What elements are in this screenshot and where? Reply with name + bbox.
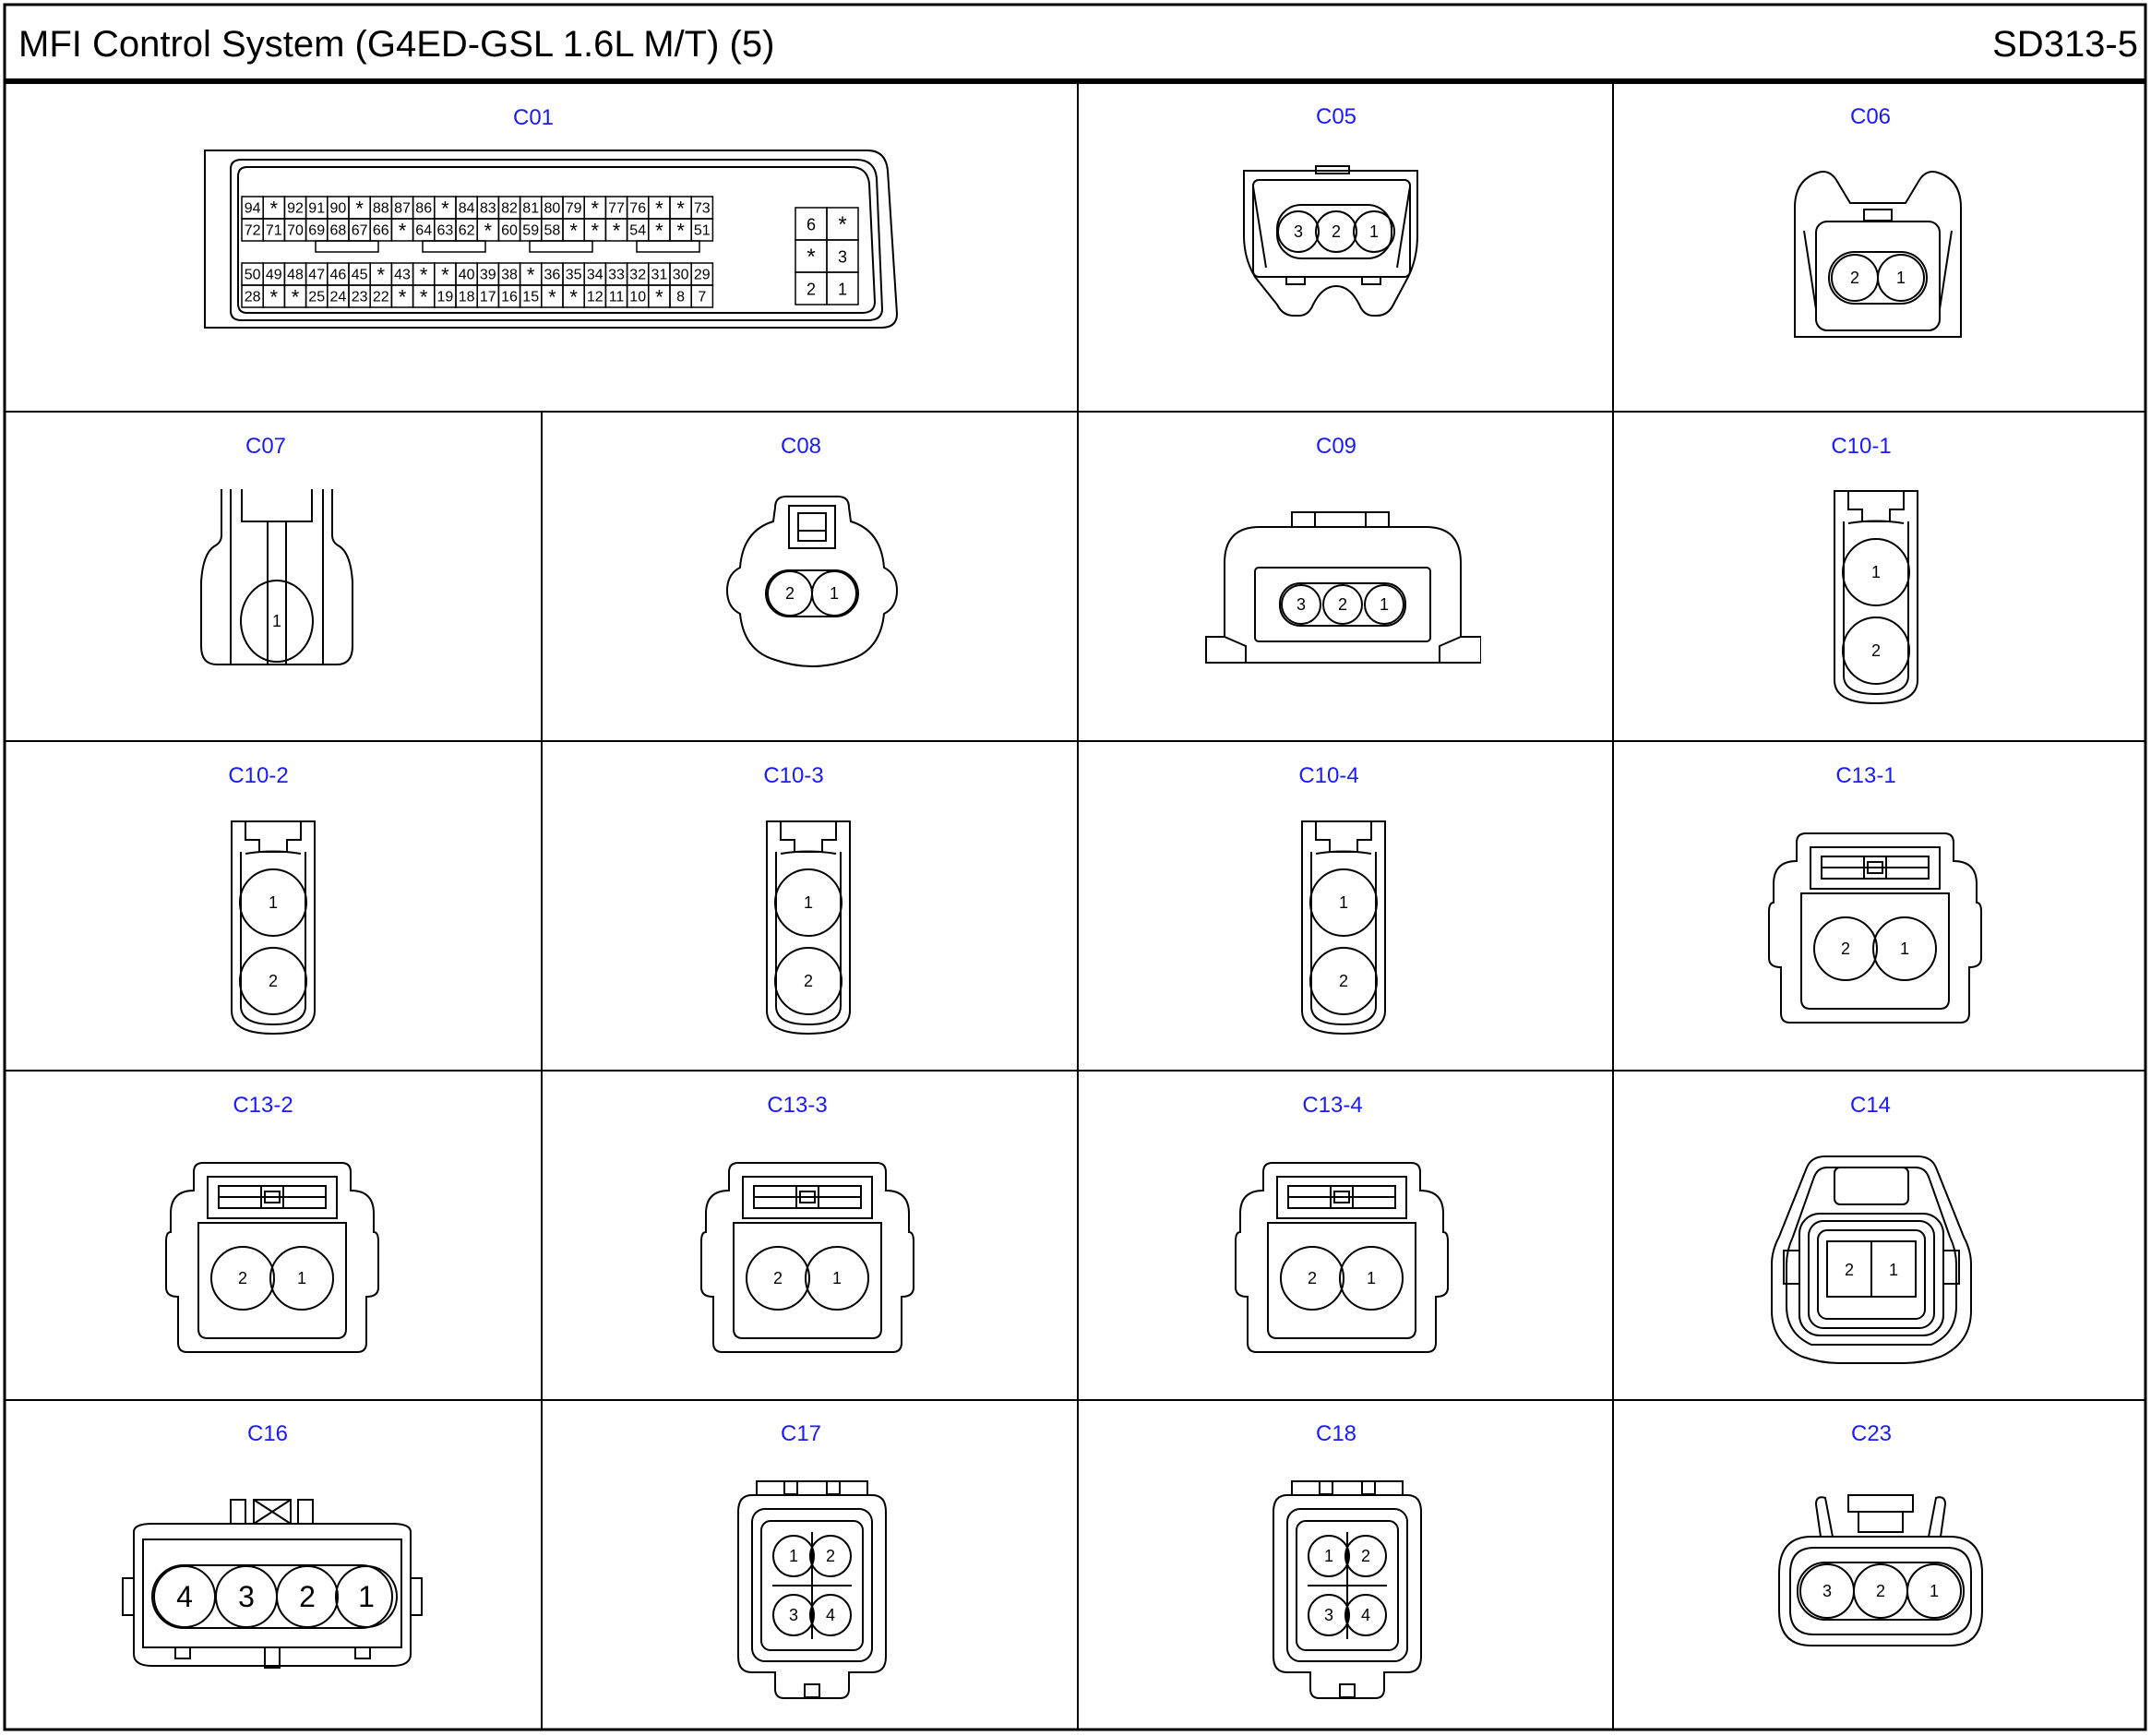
pin-number: 50 bbox=[244, 267, 261, 283]
pin-number: * bbox=[655, 197, 663, 221]
pin-number: 47 bbox=[308, 267, 326, 283]
housing-outline bbox=[1362, 1481, 1375, 1494]
pin-number: 82 bbox=[501, 200, 518, 217]
pin-number: * bbox=[441, 197, 449, 221]
pin-number: 71 bbox=[265, 222, 282, 239]
pin-number: 46 bbox=[329, 267, 347, 283]
pin-number: 62 bbox=[458, 222, 475, 239]
pin-number: 2 bbox=[1875, 1582, 1886, 1600]
housing-outline bbox=[355, 1647, 370, 1658]
connector-label-c10-4: C10-4 bbox=[1298, 763, 1359, 788]
housing-outline bbox=[201, 489, 353, 664]
pin-number: 86 bbox=[415, 200, 433, 217]
pin-number: 17 bbox=[479, 289, 496, 305]
pin-number: * bbox=[419, 285, 428, 309]
pin-number: 38 bbox=[501, 267, 518, 283]
housing-outline bbox=[1804, 231, 1816, 309]
pin-number: * bbox=[376, 263, 386, 287]
pin-number: 79 bbox=[565, 200, 582, 217]
pin-number: * bbox=[398, 285, 407, 309]
housing-outline bbox=[827, 1481, 840, 1494]
pin-number: * bbox=[655, 285, 663, 309]
page-code: SD313-5 bbox=[1992, 24, 2138, 65]
connector-label-c06: C06 bbox=[1849, 104, 1892, 129]
housing-outline bbox=[242, 489, 312, 521]
pin-number: 4 bbox=[825, 1606, 836, 1624]
housing-outline bbox=[245, 821, 301, 852]
housing-outline bbox=[734, 1223, 881, 1338]
keying-rib bbox=[530, 241, 592, 252]
pin-number: 4 bbox=[1360, 1606, 1371, 1624]
pin-number: 30 bbox=[672, 267, 689, 283]
connector-c01-diagram bbox=[194, 143, 914, 346]
housing-outline bbox=[1268, 1223, 1416, 1338]
pin-number: 3 bbox=[1296, 595, 1307, 614]
housing-outline bbox=[298, 1500, 313, 1524]
pin-number: 1 bbox=[837, 280, 848, 299]
pin-number: 84 bbox=[458, 200, 475, 217]
housing-outline bbox=[1801, 893, 1949, 1009]
housing-outline bbox=[798, 513, 826, 541]
pin-number: * bbox=[419, 263, 428, 287]
pin-number: 51 bbox=[693, 222, 711, 239]
pin-number: 3 bbox=[837, 247, 848, 267]
connector-label-c05: C05 bbox=[1315, 104, 1357, 129]
pin-number: 77 bbox=[608, 200, 625, 217]
housing-outline bbox=[1292, 512, 1389, 527]
pin-number: 18 bbox=[458, 289, 475, 305]
pin-number: 1 bbox=[803, 893, 814, 912]
pin-number: 29 bbox=[693, 267, 711, 283]
page-title: MFI Control System (G4ED-GSL 1.6L M/T) (5) bbox=[18, 24, 775, 65]
connector-label-c07: C07 bbox=[245, 434, 287, 459]
pin-number: 54 bbox=[629, 222, 647, 239]
pin-number: 1 bbox=[1338, 893, 1349, 912]
connector-label-c01: C01 bbox=[512, 105, 555, 130]
pin-number: 2 bbox=[1337, 595, 1348, 614]
pin-number: * bbox=[838, 212, 847, 237]
pin-number: 2 bbox=[1844, 1261, 1855, 1279]
pin-number: * bbox=[612, 219, 621, 243]
connector-label-c13-3: C13-3 bbox=[767, 1093, 828, 1118]
pin-number: 2 bbox=[1360, 1547, 1371, 1565]
connector-c07-diagram bbox=[185, 489, 369, 692]
housing-outline bbox=[1929, 1497, 1945, 1537]
pin-number: 90 bbox=[329, 200, 347, 217]
pin-number: 1 bbox=[1870, 563, 1882, 581]
pin-number: 2 bbox=[1849, 269, 1860, 287]
housing-outline bbox=[1858, 1512, 1903, 1532]
pin-number: 83 bbox=[479, 200, 496, 217]
connector-c08-diagram bbox=[701, 489, 923, 692]
connector-label-c17: C17 bbox=[780, 1421, 822, 1446]
pin-number: * bbox=[548, 285, 556, 309]
connector-label-c13-4: C13-4 bbox=[1302, 1093, 1363, 1118]
pin-number: * bbox=[484, 219, 493, 243]
pin-number: 43 bbox=[394, 267, 411, 283]
housing-outline bbox=[1848, 1495, 1913, 1512]
pin-number: 58 bbox=[544, 222, 561, 239]
housing-outline bbox=[232, 821, 315, 1034]
pin-number: * bbox=[655, 219, 663, 243]
pin-number: * bbox=[441, 263, 449, 287]
pin-number: 6 bbox=[806, 215, 817, 234]
connector-c10-4-diagram bbox=[1279, 817, 1408, 1038]
pin-number: 2 bbox=[1840, 940, 1851, 958]
housing-outline bbox=[1302, 821, 1385, 1034]
pin-number: * bbox=[355, 197, 364, 221]
pin-number: * bbox=[526, 263, 535, 287]
pin-number: 24 bbox=[329, 289, 347, 305]
housing-outline bbox=[123, 1578, 134, 1615]
pin-number: 22 bbox=[372, 289, 389, 305]
pin-number: 45 bbox=[351, 267, 368, 283]
housing-outline bbox=[1864, 210, 1892, 221]
pin-number: 2 bbox=[268, 972, 279, 990]
connector-c14-diagram bbox=[1761, 1149, 1982, 1371]
pin-number: 1 bbox=[271, 612, 282, 630]
connector-c18-diagram bbox=[1255, 1467, 1440, 1707]
pin-number: 1 bbox=[1929, 1582, 1940, 1600]
pin-number: 68 bbox=[329, 222, 347, 239]
pin-number: 16 bbox=[501, 289, 518, 305]
pin-number: 39 bbox=[479, 267, 496, 283]
pin-number: 1 bbox=[788, 1547, 799, 1565]
connector-label-c13-1: C13-1 bbox=[1835, 763, 1896, 788]
housing-outline bbox=[411, 1578, 422, 1615]
keying-rib bbox=[423, 241, 485, 252]
connector-label-c13-2: C13-2 bbox=[233, 1093, 293, 1118]
connector-c06-diagram bbox=[1763, 152, 1984, 355]
connector-c13-4-diagram bbox=[1231, 1158, 1452, 1361]
pin-number: 60 bbox=[501, 222, 518, 239]
pin-number: 3 bbox=[1822, 1582, 1833, 1600]
pin-number: 2 bbox=[772, 1269, 783, 1287]
connector-label-c10-1: C10-1 bbox=[1831, 434, 1892, 459]
housing-outline bbox=[1834, 491, 1918, 703]
pin-number: 25 bbox=[308, 289, 326, 305]
pin-number: 63 bbox=[436, 222, 454, 239]
pin-number: 2 bbox=[1338, 972, 1349, 990]
connector-label-c08: C08 bbox=[780, 434, 822, 459]
pin-number: 1 bbox=[1379, 595, 1390, 614]
pin-number: 2 bbox=[237, 1269, 248, 1287]
connector-c13-1-diagram bbox=[1764, 829, 1986, 1032]
keying-rib bbox=[637, 241, 699, 252]
pin-number: 33 bbox=[608, 267, 625, 283]
connector-c17-diagram bbox=[720, 1467, 904, 1707]
housing-outline bbox=[231, 1500, 245, 1524]
connector-c05-diagram bbox=[1198, 148, 1475, 351]
connector-label-c16: C16 bbox=[246, 1421, 289, 1446]
pin-number: 12 bbox=[586, 289, 603, 305]
pin-number: 87 bbox=[394, 200, 411, 217]
connector-label-c10-2: C10-2 bbox=[228, 763, 289, 788]
housing-outline bbox=[757, 1481, 867, 1495]
housing-outline bbox=[198, 1223, 346, 1338]
pin-number: 48 bbox=[287, 267, 304, 283]
housing-outline bbox=[767, 821, 850, 1034]
pin-number: 8 bbox=[676, 289, 686, 305]
pin-number: 31 bbox=[651, 267, 668, 283]
housing-outline bbox=[1795, 172, 1961, 337]
pin-number: 91 bbox=[308, 200, 326, 217]
pin-number: 2 bbox=[1870, 641, 1882, 660]
pin-number: 1 bbox=[1368, 222, 1380, 241]
pin-number: 73 bbox=[693, 200, 711, 217]
pin-number: 1 bbox=[829, 584, 840, 603]
pin-number: * bbox=[676, 197, 685, 221]
connector-c10-2-diagram bbox=[209, 817, 338, 1038]
housing-outline bbox=[781, 821, 836, 852]
connector-label-c10-3: C10-3 bbox=[763, 763, 824, 788]
pin-number: * bbox=[269, 197, 279, 221]
pin-number: 34 bbox=[586, 267, 603, 283]
connector-c13-2-diagram bbox=[161, 1158, 383, 1361]
pin-number: 64 bbox=[415, 222, 433, 239]
pin-number: 1 bbox=[1323, 1547, 1334, 1565]
housing-outline bbox=[1292, 1481, 1403, 1495]
pin-number: 2 bbox=[803, 972, 814, 990]
pin-number: 1 bbox=[1888, 1261, 1899, 1279]
pin-number: * bbox=[569, 219, 578, 243]
pin-number: 88 bbox=[372, 200, 389, 217]
pin-number: 1 bbox=[358, 1580, 375, 1613]
pin-number: 81 bbox=[522, 200, 540, 217]
pin-number: 36 bbox=[544, 267, 561, 283]
pin-number: 72 bbox=[244, 222, 261, 239]
keying-rib bbox=[316, 241, 378, 252]
housing-outline bbox=[254, 1500, 291, 1524]
pin-number: 3 bbox=[238, 1580, 255, 1613]
pin-number: * bbox=[291, 285, 300, 309]
pin-number: 7 bbox=[698, 289, 707, 305]
pin-number: 67 bbox=[351, 222, 368, 239]
pin-number: 4 bbox=[176, 1580, 193, 1613]
pin-number: * bbox=[269, 285, 279, 309]
housing-outline bbox=[1253, 186, 1266, 268]
housing-outline bbox=[231, 160, 882, 320]
pin-number: 70 bbox=[287, 222, 304, 239]
housing-outline bbox=[789, 506, 835, 548]
housing-outline bbox=[1320, 1481, 1332, 1494]
housing-outline bbox=[1940, 231, 1952, 309]
pin-number: 2 bbox=[784, 584, 795, 603]
pin-number: * bbox=[676, 219, 685, 243]
connector-label-c09: C09 bbox=[1315, 434, 1357, 459]
pin-number: * bbox=[807, 245, 816, 269]
housing-outline bbox=[1286, 277, 1305, 284]
pin-number: 32 bbox=[629, 267, 647, 283]
pin-number: 1 bbox=[1895, 269, 1906, 287]
pin-number: 19 bbox=[436, 289, 454, 305]
pin-number: 11 bbox=[608, 289, 625, 305]
connector-c10-1-diagram bbox=[1811, 486, 1941, 708]
connector-c09-diagram bbox=[1204, 508, 1481, 692]
housing-outline bbox=[1834, 1167, 1908, 1204]
pin-number: 94 bbox=[244, 200, 261, 217]
pin-number: 80 bbox=[544, 200, 561, 217]
pin-number: * bbox=[591, 197, 600, 221]
pin-number: 3 bbox=[788, 1606, 799, 1624]
connector-label-c18: C18 bbox=[1315, 1421, 1357, 1446]
connector-label-c14: C14 bbox=[1849, 1093, 1892, 1118]
pin-number: 3 bbox=[1323, 1606, 1334, 1624]
pin-number: 69 bbox=[308, 222, 326, 239]
housing-outline bbox=[1340, 1684, 1355, 1697]
housing-outline bbox=[1316, 821, 1371, 852]
pin-number: 3 bbox=[1293, 222, 1304, 241]
connector-label-c23: C23 bbox=[1850, 1421, 1893, 1446]
pin-number: 1 bbox=[831, 1269, 842, 1287]
pin-number: 35 bbox=[565, 267, 582, 283]
housing-outline bbox=[1816, 1497, 1833, 1537]
housing-outline bbox=[1848, 491, 1904, 521]
housing-outline bbox=[265, 1647, 280, 1668]
housing-outline bbox=[175, 1647, 190, 1658]
pin-number: 49 bbox=[265, 267, 282, 283]
housing-outline bbox=[1397, 186, 1410, 268]
pin-number: 15 bbox=[522, 289, 540, 305]
housing-outline bbox=[784, 1481, 797, 1494]
connector-c13-3-diagram bbox=[697, 1158, 918, 1361]
pin-number: 2 bbox=[299, 1580, 316, 1613]
housing-outline bbox=[727, 497, 897, 666]
pin-number: 23 bbox=[351, 289, 368, 305]
pin-number: 10 bbox=[629, 289, 647, 305]
pin-number: 66 bbox=[372, 222, 389, 239]
connector-c23-diagram bbox=[1761, 1481, 2001, 1666]
connector-c10-3-diagram bbox=[744, 817, 873, 1038]
pin-number: 2 bbox=[825, 1547, 836, 1565]
pin-number: 2 bbox=[1331, 222, 1342, 241]
connector-c16-diagram bbox=[97, 1477, 448, 1680]
pin-number: 1 bbox=[1366, 1269, 1377, 1287]
pin-number: 28 bbox=[244, 289, 261, 305]
pin-number: * bbox=[591, 219, 600, 243]
pin-number: 76 bbox=[629, 200, 647, 217]
housing-outline bbox=[1362, 277, 1380, 284]
pin-number: 1 bbox=[268, 893, 279, 912]
pin-number: 2 bbox=[806, 280, 817, 299]
pin-number: 92 bbox=[287, 200, 304, 217]
pin-number: 1 bbox=[1899, 940, 1910, 958]
pin-number: * bbox=[398, 219, 407, 243]
pin-number: 40 bbox=[458, 267, 475, 283]
pin-number: 2 bbox=[1307, 1269, 1318, 1287]
housing-outline bbox=[805, 1684, 819, 1697]
pin-number: 59 bbox=[522, 222, 540, 239]
pin-number: * bbox=[569, 285, 578, 309]
pin-number: 1 bbox=[296, 1269, 307, 1287]
